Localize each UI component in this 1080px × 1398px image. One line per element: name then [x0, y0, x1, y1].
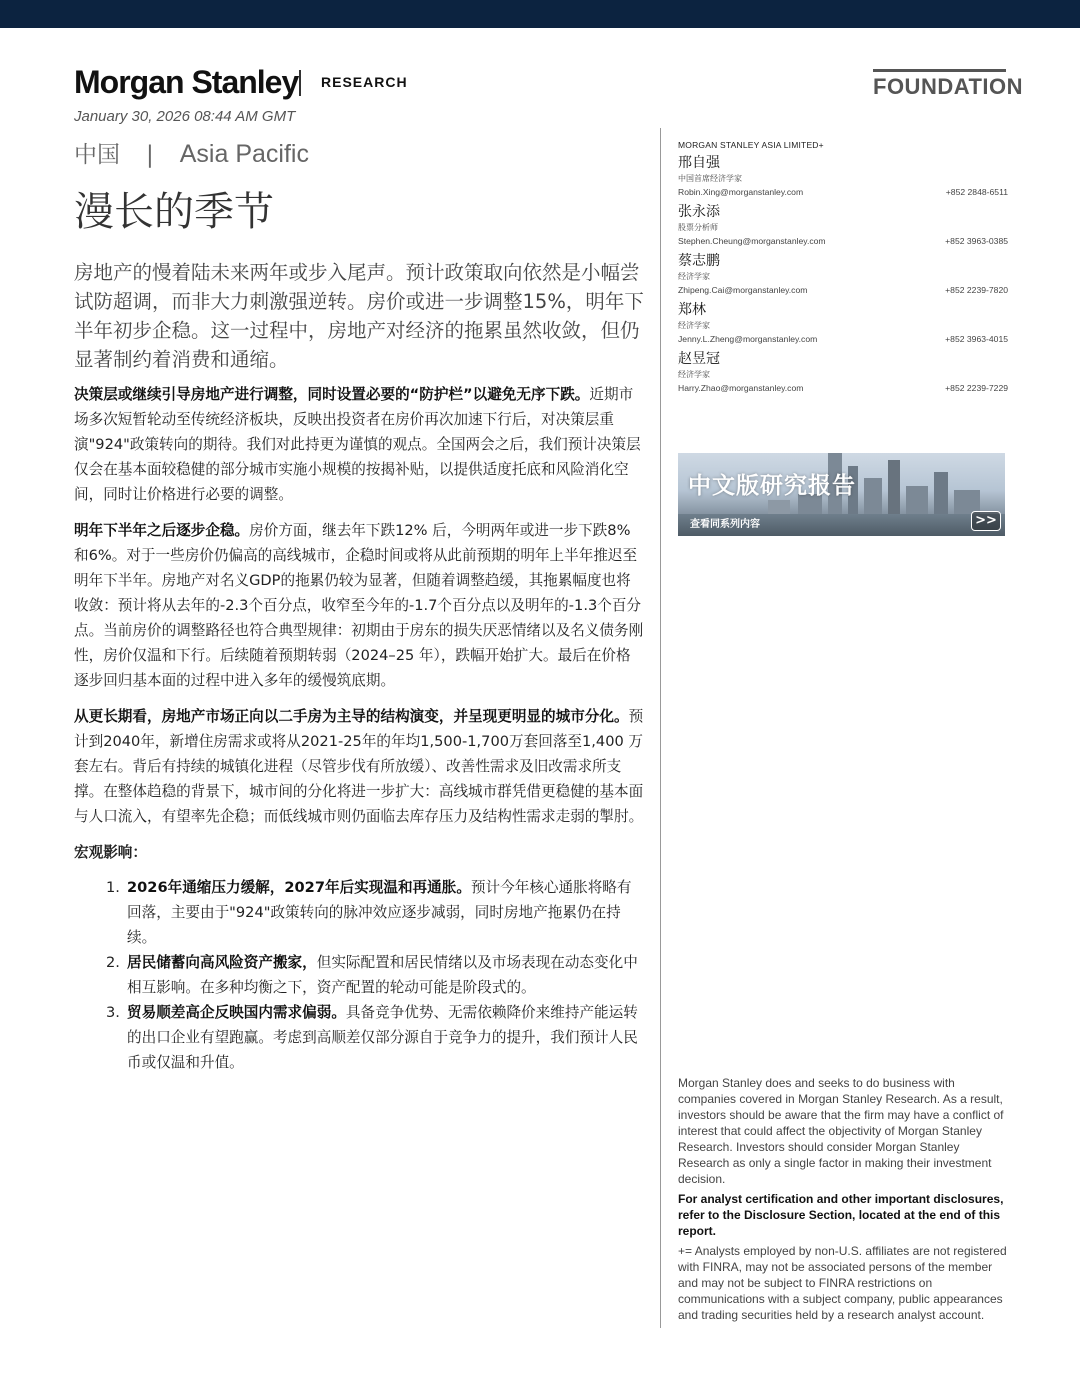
disclaimer-paragraph: Morgan Stanley does and seeks to do business with companies covered in Morgan Stanley Research. As a result, investors should be aware that the firm may have a conflict of interest that could affect the objectivity of Morgan Stanley Research. Investors should consider Morgan Stanley Research as only a single factor in making their investment decision.: [678, 1076, 1004, 1186]
banner-forward-button[interactable]: >>: [971, 511, 1001, 531]
region-separator: |: [146, 142, 154, 168]
analyst-phone: +852 3963-0385: [945, 236, 1008, 246]
chinese-report-banner[interactable]: [678, 453, 1005, 536]
list-item-headline: 居民储蓄向高风险资产搬家，: [127, 954, 317, 971]
analyst-role: 中国首席经济学家: [678, 174, 742, 183]
analyst-role: 经济学家: [678, 321, 710, 330]
region-line: [74, 136, 309, 169]
banner-title: 中文版研究报告: [688, 473, 856, 499]
paragraph-text: 近期市场多次短暂轮动至传统经济板块，反映出投资者在房价再次加速下行后，对决策层重演"924"政策转向的期待。我们对此持更为谨慎的观点。全国两会之后，我们预计决策层仅会在基本面较稳健的部分城市实施小规模的按揭补贴，以提供适度托底和风险消化空间，同时让价格进行必要的调整。: [74, 386, 641, 503]
foundation-rule: [873, 69, 1006, 72]
analyst-phone: +852 2239-7229: [945, 383, 1008, 393]
analyst-role: 经济学家: [678, 370, 710, 379]
disclaimer: [678, 1075, 1008, 1327]
column-divider: [660, 128, 661, 1328]
report-title: 漫长的季节: [74, 189, 274, 235]
list-item: [74, 875, 644, 950]
list-item: [74, 950, 644, 1000]
lead-summary: 房地产的慢着陆未来两年或步入尾声。预计政策取向依然是小幅尝试防超调，而非大力刺激强逆转。房价或进一步调整15%，明年下半年初步企稳。这一过程中，房地产对经济的拖累虽然收敛，但仍显著制约着消费和通缩。: [74, 261, 644, 371]
report-body: [74, 382, 644, 1075]
brand-divider: [299, 70, 301, 96]
top-banner-bar: [0, 0, 1080, 28]
region-en: Asia Pacific: [179, 140, 309, 168]
analyst-contact: [678, 234, 1008, 248]
list-item: [74, 1000, 644, 1075]
list-item-text: 但实际配置和居民情绪以及市场表现在动态变化中相互影响。在多种均衡之下，资产配置的轮动可能是阶段式的。: [127, 954, 638, 996]
finra-note: += Analysts employed by non-U.S. affiliates are not registered with FINRA, may not be associated persons of the member and may not be subject to FINRA restrictions on communications with a subject company, public appearances and trading securities held by a research analyst account.: [678, 1244, 1007, 1322]
analyst-card: [678, 202, 1008, 248]
list-item-text: 具备竞争优势、无需依赖降价来维持产能运转的出口企业有望跑赢。考虑到高顺差仅部分源自于竞争力的提升，我们预计人民币或仅温和升值。: [127, 1004, 638, 1071]
publish-date: January 30, 2026 08:44 AM GMT: [74, 108, 296, 125]
paragraph-headline: 从更长期看，房地产市场正向以二手房为主导的结构演变，并呈现更明显的城市分化。: [74, 708, 629, 725]
paragraph-headline: 明年下半年之后逐步企稳。: [74, 522, 250, 539]
paragraph-headline: 决策层或继续引导房地产进行调整，同时设置必要的“防护栏”以避免无序下跌。: [74, 386, 590, 403]
list-number: 2.: [106, 954, 120, 971]
paragraph-text: 预计到2040年，新增住房需求或将从2021-25年的年均1,500-1,700万套回落至1,400 万套左右。背后有持续的城镇化进程（尽管步伐有所放缓）、改善性需求及旧改需求所支撑。在整体趋稳的背景下，城市间的分化将进一步扩大：高线城市群凭借更稳健的基本面与人口流入，有望率先企稳；而低线城市则仍面临去库存压力及结构性需求走弱的掣肘。: [74, 708, 644, 825]
analyst-phone: +852 2848-6511: [945, 187, 1008, 197]
analyst-name: 邢自强: [678, 155, 720, 171]
brand-logo: Morgan Stanley: [74, 64, 299, 100]
analyst-email[interactable]: Zhipeng.Cai@morganstanley.com: [678, 285, 808, 295]
firm-name: MORGAN STANLEY ASIA LIMITED+: [678, 140, 824, 150]
analyst-panel: [678, 140, 1008, 398]
analyst-card: [678, 251, 1008, 297]
list-item-headline: 贸易顺差高企反映国内需求偏弱。: [127, 1004, 346, 1021]
macro-heading: 宏观影响：: [74, 844, 147, 861]
macro-list: [74, 875, 644, 1075]
body-paragraph: [74, 704, 644, 829]
analyst-name: 张永添: [678, 204, 720, 220]
analyst-role: 经济学家: [678, 272, 710, 281]
foundation-label: FOUNDATION: [873, 74, 1024, 99]
analyst-phone: +852 3963-4015: [945, 334, 1008, 344]
analyst-contact: [678, 381, 1008, 395]
banner-subtitle: 查看同系列内容: [690, 519, 760, 530]
skyline-building: [864, 478, 882, 518]
list-number: 1.: [106, 879, 120, 896]
analyst-card: [678, 153, 1008, 199]
analyst-card: [678, 300, 1008, 346]
analyst-email[interactable]: Jenny.L.Zheng@morganstanley.com: [678, 334, 818, 344]
paragraph-text: 房价方面，继去年下跌12% 后，今明两年或进一步下跌8%和6%。对于一些房价仍偏高的高线城市，企稳时间或将从此前预期的明年上半年推迟至明年下半年。房地产对名义GDP的拖累仍较为显著，但随着调整趋缓，其拖累幅度也将收敛：预计将从去年的-2.3个百分点，收窄至今年的-1.7个百分点以及明年的-1.3个百分点。当前房价的调整路径也符合典型规律：初期由于房东的损失厌恶情绪以及名义债务刚性，房价仅温和下行。后续随着预期转弱（2024–25 年），跌幅开始扩大。最后在价格逐步回归基本面的过程中进入多年的缓慢筑底期。: [74, 522, 644, 689]
analyst-email[interactable]: Harry.Zhao@morganstanley.com: [678, 383, 804, 393]
body-paragraph: [74, 382, 644, 507]
analyst-card: [678, 349, 1008, 395]
skyline-building: [934, 472, 948, 518]
research-label: RESEARCH: [321, 74, 408, 90]
analyst-email[interactable]: Robin.Xing@morganstanley.com: [678, 187, 804, 197]
analyst-contact: [678, 283, 1008, 297]
foundation-badge: [873, 69, 1024, 100]
analyst-role: 股票分析师: [678, 223, 718, 232]
analyst-contact: [678, 185, 1008, 199]
analyst-name: 赵昱冠: [678, 351, 720, 367]
list-number: 3.: [106, 1004, 120, 1021]
analyst-name: 郑林: [678, 302, 706, 318]
analyst-email[interactable]: Stephen.Cheung@morganstanley.com: [678, 236, 826, 246]
skyline-building: [888, 460, 900, 518]
region-cn: 中国: [74, 142, 120, 168]
body-paragraph: [74, 518, 644, 693]
analyst-phone: +852 2239-7820: [945, 285, 1008, 295]
analyst-name: 蔡志鹏: [678, 253, 720, 269]
analyst-contact: [678, 332, 1008, 346]
list-item-text: 预计今年核心通胀将略有回落，主要由于"924"政策转向的脉冲效应逐步减弱，同时房地产拖累仍在持续。: [127, 879, 632, 946]
list-item-headline: 2026年通缩压力缓解，2027年后实现温和再通胀。: [127, 879, 471, 896]
disclosure-note: For analyst certification and other important disclosures, refer to the Disclosure Section, located at the end of this report.: [678, 1192, 1004, 1238]
